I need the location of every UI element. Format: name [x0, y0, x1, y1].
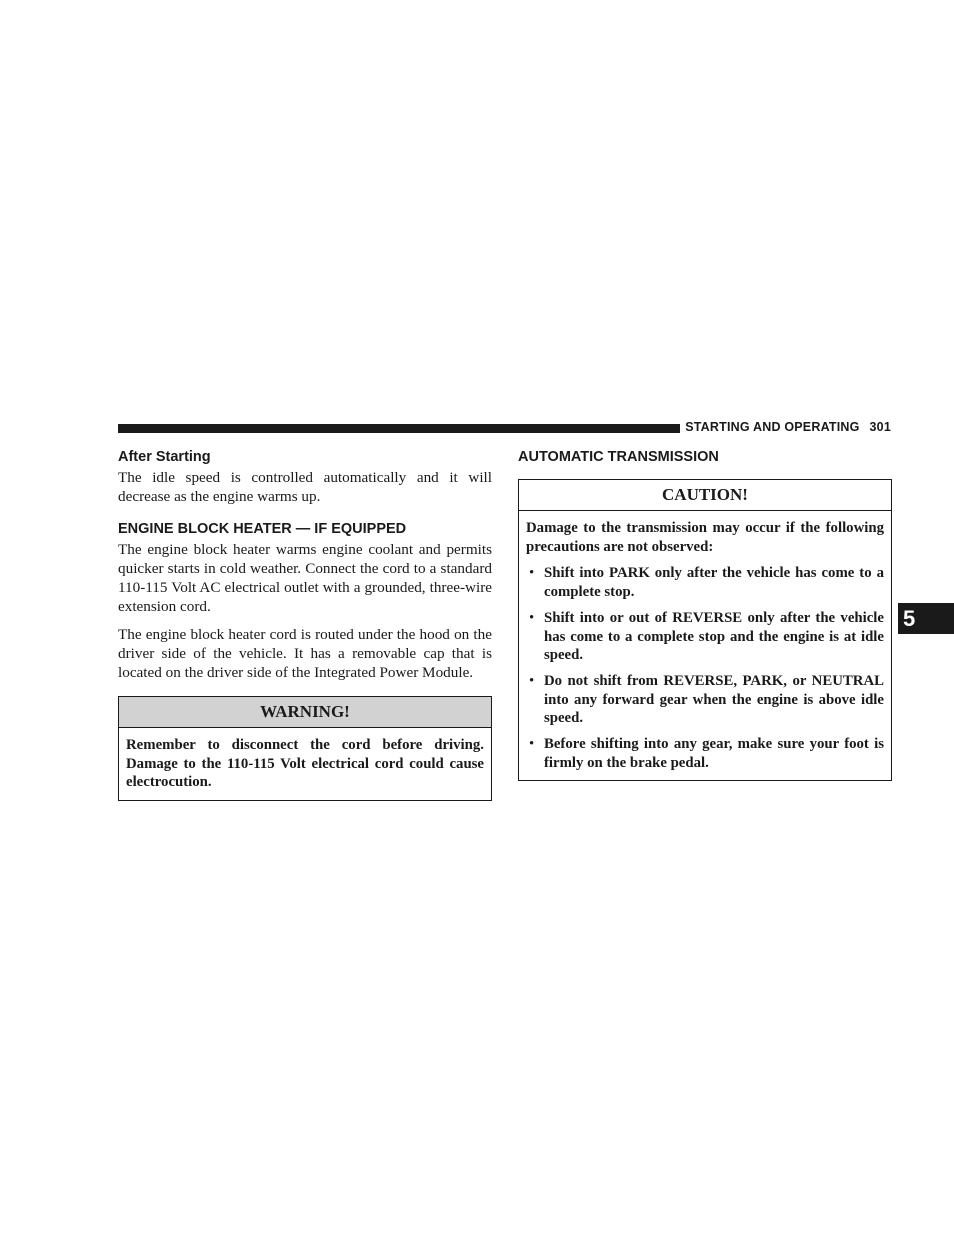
- running-head-title: STARTING AND OPERATING: [685, 420, 860, 434]
- caution-intro: Damage to the transmission may occur if the following precautions are not observed:: [526, 520, 884, 555]
- bullet-icon: •: [529, 565, 535, 582]
- caution-list: [526, 564, 884, 772]
- left-column: [118, 448, 492, 801]
- block-heater-paragraph-2: The engine block heater cord is routed under the hood on the driver side of the vehicle. It has a removable cap that is located on the driver side of the Integrated Power Module.: [118, 626, 492, 681]
- bullet-icon: •: [529, 672, 535, 689]
- list-item: [526, 609, 884, 665]
- caution-bullet-text: Do not shift from REVERSE, PARK, or NEUTRAL into any forward gear when the engine is above idle speed.: [544, 672, 884, 727]
- caution-title: CAUTION!: [519, 480, 891, 511]
- list-item: [526, 564, 884, 601]
- warning-box: [118, 696, 492, 801]
- caution-box: [518, 479, 892, 781]
- caution-bullet-text: Shift into PARK only after the vehicle has come to a complete stop.: [544, 565, 884, 601]
- automatic-transmission-heading: AUTOMATIC TRANSMISSION: [518, 449, 719, 465]
- chapter-tab: 5: [898, 603, 954, 634]
- bullet-icon: •: [529, 609, 535, 626]
- after-starting-heading: After Starting: [118, 449, 211, 465]
- warning-body: [119, 728, 491, 800]
- block-heater-heading: ENGINE BLOCK HEATER — IF EQUIPPED: [118, 521, 407, 537]
- page-number: 301: [869, 420, 891, 434]
- caution-bullet-text: Before shifting into any gear, make sure your foot is firmly on the brake pedal.: [544, 736, 884, 771]
- list-item: [526, 672, 884, 728]
- list-item: [526, 735, 884, 772]
- caution-body: [519, 511, 891, 780]
- after-starting-text: The idle speed is controlled automatically and it will decrease as the engine warms up.: [118, 469, 492, 505]
- running-head: [685, 420, 891, 434]
- caution-bullet-text: Shift into or out of REVERSE only after the vehicle has come to a complete stop and the engine is at idle speed.: [544, 609, 884, 664]
- warning-text: Remember to disconnect the cord before driving. Damage to the 110-115 Volt electrical cord could cause electrocution.: [126, 737, 484, 791]
- header-rule: [118, 424, 680, 433]
- warning-title: WARNING!: [119, 697, 491, 728]
- right-column: [518, 448, 892, 781]
- block-heater-paragraph-1: The engine block heater warms engine coolant and permits quicker starts in cold weather. Connect the cord to a standard 110-115 Volt AC electrical outlet with a grounded, three-wire extension cord.: [118, 541, 492, 615]
- bullet-icon: •: [529, 736, 535, 753]
